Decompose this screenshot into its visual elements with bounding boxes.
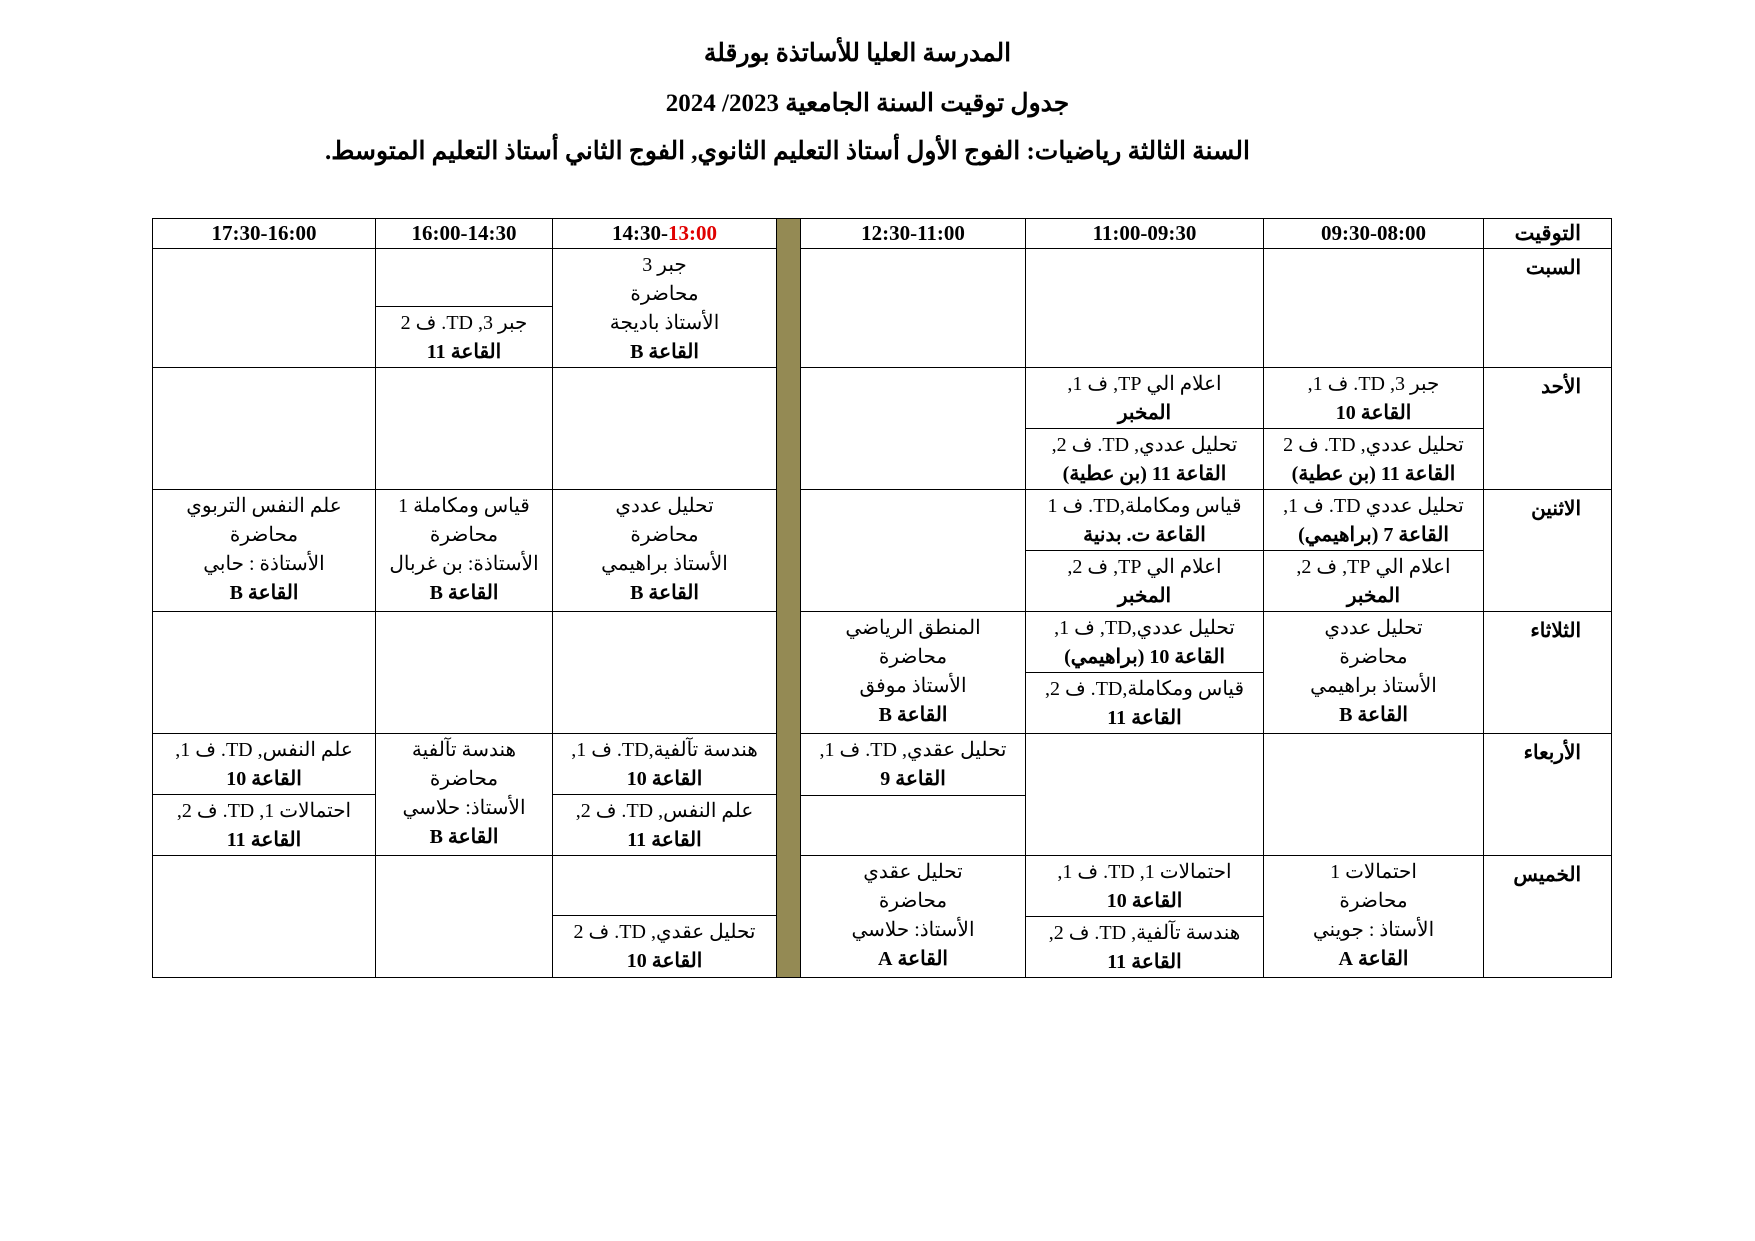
- day-sunday: الأحد: [1484, 368, 1612, 490]
- tue-slot-4: [553, 612, 777, 734]
- mon-slot-6-lecture: علم النفس التربوي محاضرة الأستاذة : حابي القاعة B: [186, 495, 342, 604]
- thu-slot-2-group-1: احتمالات 1, TD. ف 1, القاعة 10: [1026, 856, 1263, 917]
- wed-slot-6-group-1: علم النفس, TD. ف 1, القاعة 10: [153, 734, 375, 795]
- tue-slot-5: [376, 612, 553, 734]
- sat-slot-6: [153, 249, 376, 368]
- header-row: [153, 219, 1612, 249]
- lunch-separator: [777, 219, 801, 978]
- mon-slot-5: [376, 490, 553, 612]
- mon-slot-2: [1026, 490, 1264, 612]
- sat-slot-1: [1264, 249, 1484, 368]
- sat-slot-2: [1026, 249, 1264, 368]
- tue-slot-1: [1264, 612, 1484, 734]
- time-slot-5: 16:00-14:30: [376, 219, 553, 249]
- tue-slot-2: [1026, 612, 1264, 734]
- school-name: المدرسة العليا للأساتذة بورقلة: [703, 40, 1012, 67]
- mon-slot-5-lecture: قياس ومكاملة 1 محاضرة الأستاذة: بن غربال القاعة B: [389, 495, 539, 604]
- wed-slot-6: [153, 734, 376, 856]
- sun-slot-2: [1026, 368, 1264, 490]
- sun-slot-2-group-2: تحليل عددي, TD. ف 2, القاعة 11 (بن عطية): [1051, 434, 1238, 485]
- thu-slot-2: [1026, 856, 1264, 978]
- mon-slot-1: [1264, 490, 1484, 612]
- mon-slot-1-group-2: اعلام الي TP, ف 2, المخبر: [1296, 556, 1451, 607]
- sun-slot-1-group-2: تحليل عددي, TD. ف 2 القاعة 11 (بن عطية): [1283, 434, 1464, 485]
- tue-slot-6: [153, 612, 376, 734]
- row-saturday: [153, 249, 1612, 368]
- day-monday: الاثنين: [1484, 490, 1612, 612]
- sun-slot-1: [1264, 368, 1484, 490]
- wed-slot-6-group-2: احتمالات 1, TD. ف 2, القاعة 11: [176, 800, 352, 851]
- thu-slot-1-lecture: احتمالات 1 محاضرة الأستاذ : جويني القاعة A: [1312, 861, 1435, 970]
- row-monday: [153, 490, 1612, 612]
- thu-slot-3: [801, 856, 1026, 978]
- sun-slot-6: [153, 368, 376, 490]
- time-slot-6: 17:30-16:00: [153, 219, 376, 249]
- mon-slot-6: [153, 490, 376, 612]
- sat-slot-3: [801, 249, 1026, 368]
- thu-slot-3-lecture: تحليل عقدي محاضرة الأستاذ: حلاسي القاعة A: [851, 861, 975, 970]
- sun-slot-3: [801, 368, 1026, 490]
- wed-slot-4-group-1: هندسة تآلفية,TD. ف 1, القاعة 10: [553, 734, 776, 795]
- schedule-subtitle: السنة الثالثة رياضيات: الفوج الأول أستاذ التعليم الثانوي, الفوج الثاني أستاذ التعليم المتوسط.: [325, 138, 1250, 165]
- mon-slot-2-group-2: اعلام الي TP, ف 2, المخبر: [1067, 556, 1222, 607]
- wed-slot-3: [801, 734, 1026, 856]
- wed-slot-3-group-1: تحليل عقدي, TD. ف 1, القاعة 9: [801, 734, 1025, 796]
- row-tuesday: [153, 612, 1612, 734]
- row-thursday: [153, 856, 1612, 978]
- thu-slot-4: [553, 856, 777, 978]
- sun-slot-5: [376, 368, 553, 490]
- mon-slot-1-group-1: تحليل عددي TD. ف 1, القاعة 7 (براهيمي): [1264, 490, 1483, 551]
- day-saturday: السبت: [1484, 249, 1612, 368]
- wed-slot-5: [376, 734, 553, 856]
- time-label: التوقيت: [1484, 219, 1612, 249]
- thu-slot-5: [376, 856, 553, 978]
- day-thursday: الخميس: [1484, 856, 1612, 978]
- thu-slot-6: [153, 856, 376, 978]
- mon-slot-4: [553, 490, 777, 612]
- time-slot-1: 09:30-08:00: [1264, 219, 1484, 249]
- sun-slot-2-group-1: اعلام الي TP, ف 1, المخبر: [1026, 368, 1263, 429]
- thu-slot-2-group-2: هندسة تآلفية, TD. ف 2, القاعة 11: [1048, 922, 1241, 973]
- sun-slot-1-group-1: جبر 3, TD. ف 1, القاعة 10: [1264, 368, 1483, 429]
- wed-slot-5-lecture: هندسة تآلفية محاضرة الأستاذ: حلاسي القاعة B: [402, 739, 526, 848]
- tue-slot-1-lecture: تحليل عددي محاضرة الأستاذ براهيمي القاعة B: [1310, 617, 1437, 726]
- sat-slot-4: [553, 249, 777, 368]
- row-wednesday: [153, 734, 1612, 856]
- timetable: [152, 218, 1612, 978]
- time-slot-4: 14:30-13:00: [553, 219, 777, 249]
- mon-slot-2-group-1: قياس ومكاملة,TD. ف 1 القاعة ت. بدنية: [1026, 490, 1263, 551]
- sun-slot-4: [553, 368, 777, 490]
- mon-slot-4-lecture: تحليل عددي محاضرة الأستاذ براهيمي القاعة B: [601, 495, 728, 604]
- thu-slot-1: [1264, 856, 1484, 978]
- sat-slot-5-session: جبر 3, TD. ف 2 القاعة 11: [400, 312, 528, 363]
- tue-slot-2-group-2: قياس ومكاملة,TD. ف 2, القاعة 11: [1044, 678, 1245, 729]
- schedule-title: جدول توقيت السنة الجامعية 2023/ 2024: [665, 90, 1070, 117]
- day-tuesday: الثلاثاء: [1484, 612, 1612, 734]
- tue-slot-3: [801, 612, 1026, 734]
- row-sunday: [153, 368, 1612, 490]
- tue-slot-2-group-1: تحليل عددي,TD, ف 1, القاعة 10 (براهيمي): [1026, 612, 1263, 673]
- time-slot-3: 12:30-11:00: [801, 219, 1026, 249]
- time-slot-2: 11:00-09:30: [1026, 219, 1264, 249]
- wed-slot-4-group-2: علم النفس, TD. ف 2, القاعة 11: [575, 800, 754, 851]
- thu-slot-4-group-2: تحليل عقدي, TD. ف 2 القاعة 10: [573, 921, 756, 972]
- wed-slot-2: [1026, 734, 1264, 856]
- sat-slot-5: [376, 249, 553, 368]
- mon-slot-3: [801, 490, 1026, 612]
- wed-slot-1: [1264, 734, 1484, 856]
- tue-slot-3-lecture: المنطق الرياضي محاضرة الأستاذ موفق القاعة B: [845, 617, 981, 726]
- day-wednesday: الأربعاء: [1484, 734, 1612, 856]
- wed-slot-4: [553, 734, 777, 856]
- sat-slot-4-lecture: جبر 3 محاضرة الأستاذ باديجة القاعة B: [609, 254, 720, 363]
